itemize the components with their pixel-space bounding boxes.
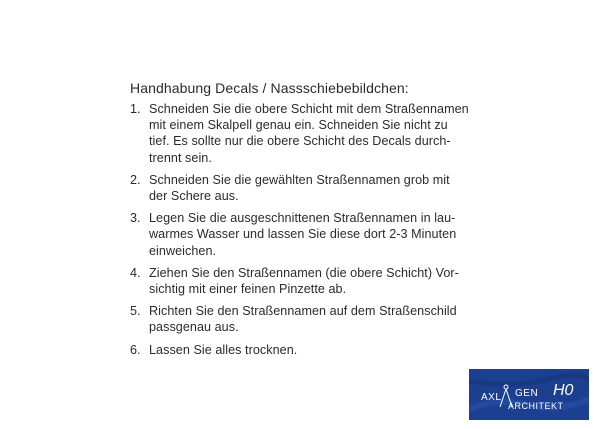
step-number: 4. [130, 265, 141, 280]
logo-text-axl: AXL [481, 392, 502, 403]
logo-graphic [469, 369, 589, 420]
steps-list [130, 101, 480, 358]
step-item [130, 303, 480, 335]
step-text: Schneiden Sie die obere Schicht mit dem Straßennamen mit einem Skalpell genau ein. Schneiden Sie nicht zu tief. Es sollte nur die obere Schicht des Decals durch- trennt sein. [149, 102, 469, 165]
step-number: 5. [130, 304, 141, 319]
step-number: 3. [130, 211, 141, 226]
logo-text-architekt: ARCHITEKT [508, 401, 564, 411]
logo-text-h0: H0 [553, 382, 574, 399]
instructions-heading: Handhabung Decals / Nassschiebebildchen: [130, 80, 409, 96]
step-number: 6. [130, 342, 141, 357]
step-item [130, 342, 480, 358]
instructions-block [130, 80, 480, 364]
step-item [130, 101, 480, 166]
step-text: Ziehen Sie den Straßennamen (die obere Schicht) Vor- sichtig mit einer feinen Pinzette ab. [149, 265, 459, 297]
logo-text-gen: GEN [515, 388, 539, 399]
step-text: Lassen Sie alles trocknen. [149, 342, 298, 357]
step-text: Legen Sie die ausgeschnittenen Straßennamen in lau- warmes Wasser und lassen Sie diese dort 2-3 Minuten einweichen. [149, 211, 457, 258]
step-item [130, 210, 480, 259]
step-text: Schneiden Sie die gewählten Straßennamen grob mit der Schere aus. [149, 172, 450, 204]
step-item [130, 172, 480, 204]
step-number: 1. [130, 102, 141, 116]
step-number: 2. [130, 172, 141, 187]
step-item [130, 265, 480, 297]
brand-logo [469, 369, 589, 420]
step-text: Richten Sie den Straßennamen auf dem Straßenschild passgenau aus. [149, 304, 457, 335]
